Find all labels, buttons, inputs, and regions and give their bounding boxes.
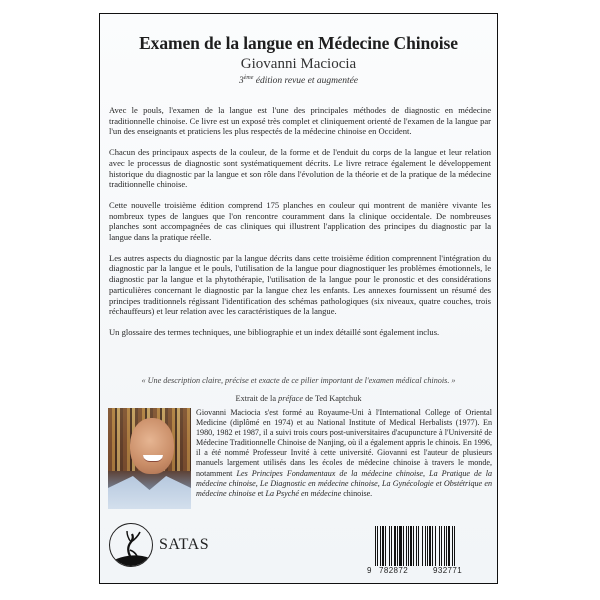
- bio-text: Giovanni Maciocia s'est formé au Royaume-Uni à l'International College of Oriental Medicine (diplômé en 1974) et au National Institute of Medical Herbalists (1977). En 1980, 1982 et 1987, il a suivi trois cours post-universitaires d'acupuncture à l'Université de Médecine Traditionnelle Chinoise de Nanjing, où il a également appris le chinois. En 1996, il a été nommé Professeur Invité à cette université. Giovanni est l'auteur de plusieurs manuels largement utilisés dans les écoles de médecine chinoise à travers le monde, notamment: [196, 408, 492, 478]
- separator: ,: [255, 478, 261, 488]
- publisher-name: SATAS: [159, 536, 210, 553]
- barcode-group2: 932771: [433, 566, 463, 575]
- quote-attribution: [100, 394, 497, 403]
- shirt: [108, 476, 191, 509]
- paragraph: Cette nouvelle troisième édition comprend 175 planches en couleur qui montrent de manière vivante les nombreux types de langues que l'on rencontre couramment dans la clinique occidentale. De nombreuses planches sont accompagnées de cas cliniques qui illustrent l'application des principes du diagnostic par la langue dans la pratique réelle.: [109, 199, 491, 243]
- book-title-italic: La Gynécologie et Obstétrique en médecine chinoise: [196, 478, 492, 498]
- publisher-logo: [109, 523, 209, 567]
- separator: ,: [423, 468, 430, 478]
- edition-text: édition revue et augmentée: [253, 76, 359, 86]
- edition-superscript: ème: [243, 75, 254, 81]
- edition-line: [100, 76, 497, 86]
- bio-end: chinoise.: [341, 488, 373, 498]
- book-title-italic: La Pratique de la médecine chinoise: [196, 468, 493, 488]
- barcode-lead-digit: 9: [367, 566, 372, 575]
- head: [130, 418, 174, 474]
- separator: ,: [377, 478, 382, 488]
- book-title-italic: Le Diagnostic en médecine chinoise: [260, 478, 378, 488]
- paragraph: Les autres aspects du diagnostic par la langue décrits dans cette troisième édition comprennent l'intégration du diagnostic par la langue et le pouls, l'utilisation de la langue pour diagnostiquer les problèmes émotionnels, le diagnostic par la langue et la phytothérapie, l'utilisation de la langue pour le pronostic et des considérations particulières concernant le diagnostic par la langue chez les enfants. Les annexes fournissent un résumé des principes traditionnels régissant l'identification des schémas pathologiques (six niveaux, quatre couches, trois réchauffeurs) et leur relation avec les caractéristiques de la langue.: [109, 252, 491, 317]
- description-body: [109, 105, 491, 348]
- paragraph: Avec le pouls, l'examen de la langue est l'une des principales méthodes de diagnostic en médecine traditionnelle chinoise. Ce livre est un exposé très complet et cliniquement orienté de l'examen de la langue par l'un des enseignants et praticiens les plus respectés de la médecine chinoise en Occident.: [109, 105, 491, 137]
- barcode-bars: [375, 526, 487, 566]
- book-back-cover: [99, 13, 498, 584]
- paragraph: Chacun des principaux aspects de la couleur, de la forme et de l'enduit du corps de la langue et leur relation avec le processus de diagnostic sont systématiquement décrits. Le livre retrace également le développement historique du diagnostic par la langue et son rôle dans l'évolution de la théorie et de la pratique de la médecine traditionnelle chinoise.: [109, 147, 491, 190]
- barcode-group1: 782872: [379, 566, 409, 575]
- paragraph: Un glossaire des termes techniques, une bibliographie et un index détaillé sont également inclus.: [109, 326, 440, 337]
- dancer-figure-icon: [109, 523, 153, 567]
- attribution-suffix: de Ted Kaptchuk: [303, 394, 362, 403]
- book-title: Examen de la langue en Médecine Chinoise: [139, 33, 458, 53]
- isbn-barcode: [367, 526, 487, 575]
- author-photo: [108, 408, 191, 509]
- author-name: Giovanni Maciocia: [240, 56, 357, 72]
- separator: et: [255, 488, 266, 498]
- book-title-italic: Les Principes Fondamentaux de la médecine chinoise: [236, 468, 423, 478]
- attribution-italic: préface: [278, 394, 304, 403]
- author-bio: [196, 408, 492, 499]
- barcode-digits: [367, 566, 487, 575]
- book-title-italic: La Psyché en médecine: [265, 488, 342, 498]
- testimonial-quote: « Une description claire, précise et exacte de ce pilier important de l'examen médical chinois. »: [141, 376, 456, 385]
- attribution-prefix: Extrait de la: [235, 394, 279, 403]
- edition-number: 3: [238, 76, 244, 86]
